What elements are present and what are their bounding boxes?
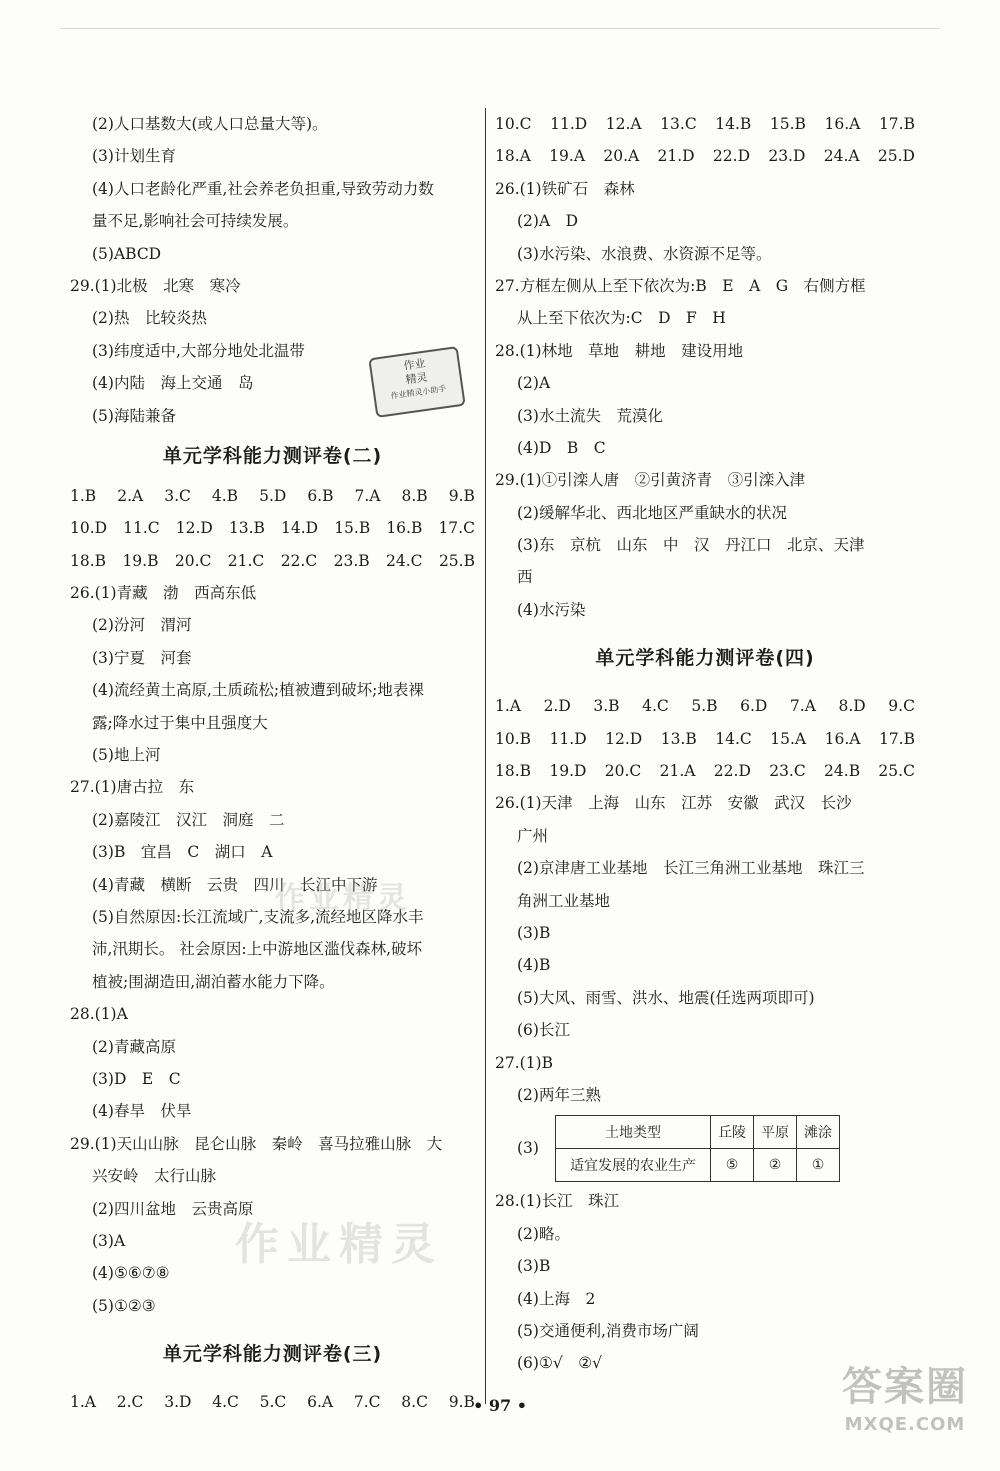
choice-answer: 20.C (604, 762, 642, 781)
choice-answer: 17.B (878, 729, 915, 748)
answer-line: (3)计划生育 (92, 147, 176, 166)
choice-answer: 11.D (550, 115, 588, 133)
answer-line: 28.(1)林地 草地 耕地 建设用地 (495, 341, 744, 360)
choice-answer: 18.A (495, 147, 531, 166)
answer-line: (2)两年三熟 (517, 1085, 601, 1104)
choice-answer: 23.C (769, 762, 806, 781)
watermark-text: 作业精灵 (235, 1219, 443, 1270)
choice-answer: 1.A (70, 1393, 96, 1412)
answer-line: 西 (517, 568, 533, 587)
choice-answer: 3.C (164, 486, 191, 505)
answer-line: (3)宁夏 河套 (92, 648, 192, 667)
choice-row (70, 512, 475, 544)
answer-line: (3)D E C (92, 1069, 181, 1088)
answer-line: (2)A D (517, 212, 579, 231)
choice-answer: 15.B (769, 115, 806, 133)
choice-row (495, 140, 915, 172)
table-header-cell: 土地类型 (556, 1115, 711, 1148)
choice-answer: 17.B (878, 115, 915, 133)
choice-answer: 14.D (281, 519, 319, 538)
right-column (495, 108, 915, 1380)
answer-line: (3)B 宜昌 C 湖口 A (92, 843, 273, 862)
land-table-row (495, 1111, 915, 1185)
answer-line: (5)ABCD (92, 244, 162, 263)
choice-answer: 19.A (549, 147, 586, 166)
section2-title: 单元学科能力测评卷(二) (162, 444, 383, 467)
choice-answer: 7.A (354, 486, 381, 505)
choice-answer: 9.B (448, 1393, 475, 1412)
choice-answer: 16.A (824, 115, 861, 133)
choice-answer: 5.C (259, 1393, 287, 1412)
answer-line: (2)缓解华北、西北地区严重缺水的状况 (517, 503, 787, 522)
choice-answer: 15.A (770, 729, 807, 748)
choice-answer: 4.C (212, 1393, 239, 1412)
section3-answers (495, 173, 915, 626)
answer-line: (6)长江 (517, 1021, 570, 1040)
answer-line: 27.(1)唐古拉 东 (70, 778, 195, 797)
table-label: (3) (517, 1139, 539, 1158)
choice-answer: 25.B (438, 551, 475, 570)
answer-line: (2)京津唐工业基地 长江三角洲工业基地 珠江三 (517, 859, 865, 878)
section3-title: 单元学科能力测评卷(三) (162, 1343, 383, 1366)
choice-answer: 21.C (227, 551, 265, 570)
choice-answer: 14.B (715, 115, 752, 133)
choice-answer: 22.D (713, 762, 751, 781)
answer-line: 29.(1)北极 北寒 寒冷 (70, 276, 241, 295)
choice-answer: 18.B (70, 551, 107, 570)
choice-answer: 22.D (712, 147, 750, 166)
answer-line: 沛,汛期长。 社会原因:上中游地区滥伐森林,破坏 (92, 940, 423, 959)
section4-answers-a (495, 787, 915, 1111)
table-row (556, 1148, 840, 1181)
q28-tail (70, 108, 475, 270)
answer-line: (3)B (517, 1257, 551, 1276)
choice-answer: 13.B (228, 519, 265, 538)
answer-line: 26.(1)青藏 渤 西高东低 (70, 584, 257, 603)
table-cell: ② (754, 1148, 797, 1181)
answer-line: (5)地上河 (92, 746, 161, 765)
choice-answer: 3.B (593, 697, 620, 716)
answer-line: (4)人口老龄化严重,社会养老负担重,导致劳动力数 (92, 179, 434, 198)
choice-answer: 2.C (116, 1393, 144, 1412)
answer-line: (2)A (517, 374, 551, 393)
answer-line: (4)D B C (517, 438, 606, 457)
watermark-logo (830, 1360, 980, 1455)
choice-answer: 8.B (401, 486, 428, 505)
choice-answer: 9.C (888, 697, 915, 716)
column-divider (485, 108, 486, 1404)
table-cell: ① (797, 1148, 840, 1181)
answer-line: 从上至下依次为:C D F H (517, 309, 726, 328)
answer-line: (5)海陆兼备 (92, 406, 176, 425)
answer-line: 露;降水过于集中且强度大 (92, 713, 268, 732)
choice-answer: 7.C (353, 1393, 381, 1412)
answer-line: (3)水土流失 荒漠化 (517, 406, 663, 425)
watermark-text: 作业精灵 (275, 881, 411, 916)
table-header-cell: 丘陵 (711, 1115, 754, 1148)
top-rule (60, 28, 940, 29)
answer-line: (2)嘉陵江 汉江 洞庭 二 (92, 810, 285, 829)
choice-answer: 15.B (334, 519, 371, 538)
answer-line: (2)四川盆地 云贵高原 (92, 1199, 254, 1218)
choice-answer: 12.A (605, 115, 642, 133)
choice-answer: 10.D (70, 519, 108, 538)
answer-line: (2)略。 (517, 1224, 570, 1243)
choice-answer: 12.D (175, 519, 213, 538)
answer-line: (3)A (92, 1231, 126, 1250)
answer-line: (4)B (517, 956, 551, 975)
choice-row (495, 755, 915, 787)
answer-line: (6)①√ ②√ (517, 1354, 603, 1373)
answer-line: 量不足,影响社会可持续发展。 (92, 212, 299, 231)
choice-answer: 6.B (307, 486, 334, 505)
choice-answer: 21.D (657, 147, 695, 166)
choice-answer: 8.C (401, 1393, 428, 1412)
answer-line: 29.(1)①引滦人唐 ②引黄济青 ③引滦入津 (495, 471, 806, 490)
answer-line: 28.(1)长江 珠江 (495, 1192, 620, 1211)
choice-answer: 18.B (495, 762, 532, 781)
choice-answer: 13.B (660, 729, 697, 748)
choice-answer: 16.B (386, 519, 423, 538)
choice-answer: 24.C (386, 551, 423, 570)
answer-line: (5)交通便利,消费市场广阔 (517, 1321, 699, 1340)
table-header-row (556, 1115, 840, 1148)
answer-line: (3)水污染、水浪费、水资源不足等。 (517, 244, 772, 263)
choice-answer: 5.D (259, 486, 287, 505)
section2-choices (70, 480, 475, 577)
answer-line: 26.(1)铁矿石 森林 (495, 179, 635, 198)
answer-line: (2)热 比较炎热 (92, 309, 207, 328)
answer-line: 兴安岭 太行山脉 (92, 1167, 217, 1186)
table-header-cell: 滩涂 (797, 1115, 840, 1148)
choice-answer: 10.B (495, 729, 532, 748)
choice-answer: 11.C (123, 519, 160, 538)
section3-choices-cont (495, 108, 915, 173)
answer-line: 广州 (517, 826, 549, 845)
section4-answers-b (495, 1185, 915, 1379)
stamp-line: 作业精灵小助手 (390, 384, 447, 401)
choice-answer: 25.C (878, 762, 915, 781)
section4-title: 单元学科能力测评卷(四) (595, 647, 815, 670)
answer-line: (2)青藏高原 (92, 1037, 176, 1056)
section4-choices (495, 690, 915, 787)
choice-answer: 4.B (211, 486, 239, 505)
logo-url: MXQE.COM (844, 1414, 966, 1435)
choice-answer: 9.B (448, 486, 475, 505)
choice-row (495, 108, 915, 140)
answer-line: (3)纬度适中,大部分地处北温带 (92, 341, 305, 360)
choice-answer: 25.D (877, 147, 915, 166)
choice-answer: 24.A (823, 147, 860, 166)
choice-answer: 14.C (715, 729, 752, 748)
choice-answer: 5.B (691, 697, 718, 716)
answer-line: (5)①②③ (92, 1296, 156, 1315)
choice-answer: 21.A (659, 762, 696, 781)
answer-line: (5)大风、雨雪、洪水、地震(任选两项即可) (517, 988, 815, 1007)
choice-answer: 22.C (280, 551, 318, 570)
answer-line: (4)春旱 伏旱 (92, 1102, 192, 1121)
answer-line: (4)内陆 海上交通 岛 (92, 374, 254, 393)
choice-answer: 6.A (307, 1393, 334, 1412)
stamp-line: 精灵 (404, 370, 429, 387)
table-cell: 适宜发展的农业生产 (556, 1148, 711, 1181)
choice-answer: 20.C (174, 551, 212, 570)
answer-line: 27.(1)B (495, 1053, 553, 1072)
choice-row (495, 723, 915, 755)
choice-answer: 4.C (642, 697, 669, 716)
choice-row (70, 545, 475, 577)
choice-answer: 16.A (824, 729, 861, 748)
choice-answer: 8.D (838, 697, 866, 716)
answer-line: 29.(1)天山山脉 昆仑山脉 秦岭 喜马拉雅山脉 大 (70, 1134, 443, 1153)
choice-answer: 7.A (789, 697, 816, 716)
answer-line: (5)自然原因:长江流域广,支流多,流经地区降水丰 (92, 907, 424, 926)
answer-line: 27.方框左侧从上至下依次为:B E A G 右侧方框 (495, 276, 866, 295)
choice-answer: 1.A (495, 697, 521, 716)
choice-answer: 20.A (603, 147, 640, 166)
answer-line: (2)人口基数大(或人口总量大等)。 (92, 115, 328, 133)
answer-line: (4)流经黄土高原,土质疏松;植被遭到破坏;地表裸 (92, 681, 424, 700)
choice-answer: 2.D (543, 697, 571, 716)
answer-line: (4)⑤⑥⑦⑧ (92, 1264, 170, 1283)
answer-line: 角洲工业基地 (517, 891, 611, 910)
choice-answer: 11.D (549, 729, 587, 748)
answer-line: (4)上海 2 (517, 1289, 596, 1308)
choice-answer: 17.C (438, 519, 475, 538)
choice-answer: 24.B (824, 762, 861, 781)
answer-line: (4)水污染 (517, 600, 586, 619)
stamp-line: 作业 (402, 356, 427, 373)
table-header-cell: 平原 (754, 1115, 797, 1148)
answer-line: (2)汾河 渭河 (92, 616, 192, 635)
choice-answer: 19.D (549, 762, 587, 781)
answer-line: 植被;围湖造田,湖泊蓄水能力下降。 (92, 972, 335, 991)
land-type-table (555, 1115, 840, 1182)
answer-line: (3)B (517, 923, 551, 942)
logo-main: 答案圈 (842, 1364, 968, 1410)
choice-answer: 6.D (740, 697, 768, 716)
answer-line: (4)青藏 横断 云贵 四川 长江中下游 (92, 875, 378, 894)
choice-answer: 12.D (605, 729, 643, 748)
choice-answer: 19.B (122, 551, 159, 570)
choice-answer: 23.D (768, 147, 806, 166)
choice-answer: 2.A (117, 486, 144, 505)
choice-answer: 13.C (660, 115, 697, 133)
answer-line: 28.(1)A (70, 1005, 128, 1024)
choice-answer: 1.B (70, 486, 97, 505)
watermark-stamp (368, 346, 465, 418)
choice-row (495, 690, 915, 722)
answer-line: (3)东 京杭 山东 中 汉 丹江口 北京、天津 (517, 536, 865, 555)
choice-answer: 10.C (495, 115, 532, 133)
choice-answer: 23.B (333, 551, 370, 570)
table-cell: ⑤ (711, 1148, 754, 1181)
choice-row (70, 480, 475, 512)
answer-line: 26.(1)天津 上海 山东 江苏 安徽 武汉 长沙 (495, 794, 852, 813)
choice-answer: 3.D (164, 1393, 192, 1412)
page-number: • 97 • (473, 1396, 527, 1415)
